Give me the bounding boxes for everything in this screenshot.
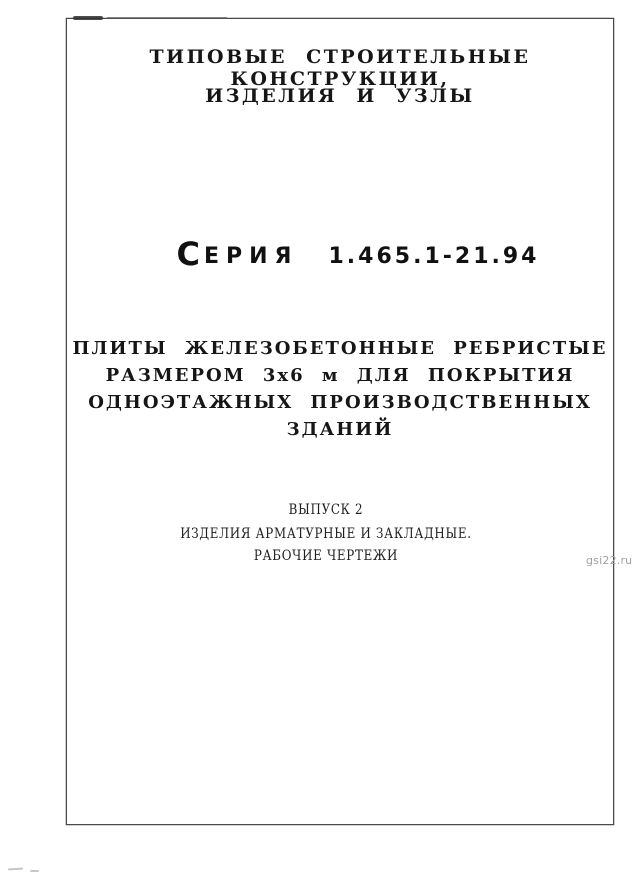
main-title-line1: ПЛИТЫ ЖЕЛЕЗОБЕТОННЫЕ РЕБРИСТЫЕ [72, 338, 608, 359]
series-number: 1.465.1-21.94 [328, 244, 540, 269]
series-word-initial: С [176, 235, 204, 273]
issue-number: ВЫПУСК 2 [288, 502, 364, 518]
main-title-line3: ОДНОЭТАЖНЫХ ПРОИЗВОДСТВЕННЫХ ЗДАНИЙ [88, 392, 592, 440]
site-watermark: gsi22.ru [586, 554, 633, 567]
main-title [67, 335, 613, 443]
scan-artifact-bottom-left-1 [8, 868, 23, 871]
scan-artifact-top-smudge [73, 16, 103, 20]
document-heading-line1: ТИПОВЫЕ СТРОИТЕЛЬНЫЕ КОНСТРУКЦИИ, [149, 46, 531, 90]
series-line [85, 235, 631, 273]
issue-block [86, 499, 566, 567]
page-border-frame [66, 18, 614, 825]
series-word-rest: ЕРИЯ [203, 244, 299, 269]
scan-artifact-bottom-left-2 [30, 870, 39, 872]
issue-subtitle: РАБОЧИЕ ЧЕРТЕЖИ [253, 548, 399, 564]
issue-description: ИЗДЕЛИЯ АРМАТУРНЫЕ И ЗАКЛАДНЫЕ. [180, 526, 472, 542]
document-heading-line2: ИЗДЕЛИЯ И УЗЛЫ [205, 85, 475, 107]
scan-artifact-top-line [107, 17, 227, 19]
main-title-line2: РАЗМЕРОМ 3х6 м ДЛЯ ПОКРЫТИЯ [105, 365, 575, 386]
